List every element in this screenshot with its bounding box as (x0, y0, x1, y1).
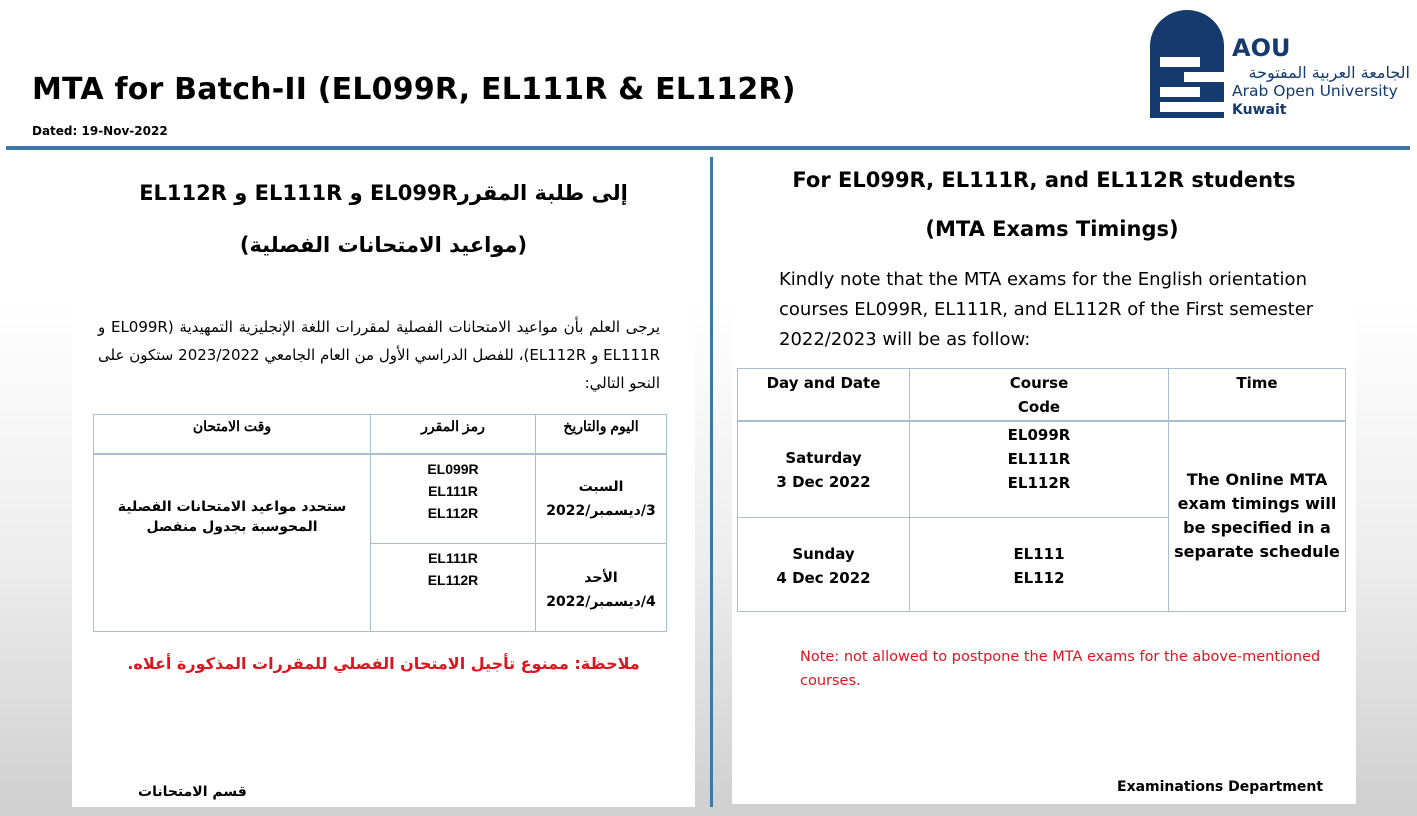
arabic-subheading: (مواعيد الامتحانات الفصلية) (239, 233, 528, 257)
table-cell-codes: EL111R EL112R (371, 543, 536, 631)
aou-logo-icon (1150, 10, 1224, 118)
table-cell-time: ستحدد مواعيد الامتحانات الفصلية المحوسبة بجدول منفصل (94, 454, 371, 631)
english-schedule-table (737, 368, 1346, 612)
table-cell-day: السبت 3/ديسمبر/2022 (536, 454, 667, 543)
header-divider (6, 146, 1410, 150)
page-title: MTA for Batch-II (EL099R, EL111R & EL112R) (32, 72, 796, 107)
english-heading: For EL099R, EL111R, and EL112R students (792, 168, 1296, 192)
table-cell-day: Saturday 3 Dec 2022 (738, 421, 910, 517)
table-cell-day: الأحد 4/ديسمبر/2022 (536, 543, 667, 631)
table-header-row (738, 369, 1346, 422)
table-header-cell: رمز المقرر (371, 415, 536, 455)
arabic-heading: إلى طلبة المقررEL099R و EL111R و EL112R (139, 181, 628, 205)
table-header-cell: وقت الامتحان (94, 415, 371, 455)
english-panel (732, 158, 1356, 804)
aou-logo (1150, 8, 1410, 120)
table-header-row (94, 415, 667, 455)
table-cell-day: Sunday 4 Dec 2022 (738, 517, 910, 611)
table-cell-codes: EL099R EL111R EL112R (910, 421, 1169, 517)
english-subheading: (MTA Exams Timings) (925, 217, 1179, 241)
english-note: Note: not allowed to postpone the MTA exams for the above-mentioned courses. (800, 649, 1321, 689)
table-cell-codes: EL111 EL112 (910, 517, 1169, 611)
logo-abbreviation: AOU (1232, 34, 1291, 62)
english-paragraph: Kindly note that the MTA exams for the English orientation courses EL099R, EL111R, and EL112R of the First semester 2022/2023 will be as follow: (779, 269, 1314, 350)
arabic-panel (72, 158, 695, 807)
column-divider (710, 157, 713, 807)
table-header-cell: اليوم والتاريخ (536, 415, 667, 455)
table-row (94, 454, 667, 543)
table-header-cell: Time (1169, 369, 1346, 422)
arabic-department: قسم الامتحانات (138, 784, 247, 800)
arabic-note: ملاحظة: ممنوع تأجيل الامتحان الفصلي للمقررات المذكورة أعلاه. (127, 654, 640, 673)
logo-english-name: Arab Open University (1232, 82, 1398, 100)
table-header-cell: Course Code (910, 369, 1169, 422)
logo-country: Kuwait (1232, 102, 1287, 118)
logo-arabic-name: الجامعة العربية المفتوحة (1248, 63, 1410, 82)
table-cell-codes: EL099R EL111R EL112R (371, 454, 536, 543)
arabic-schedule-table (93, 414, 667, 632)
table-row (738, 421, 1346, 517)
dated-label: Dated: 19-Nov-2022 (32, 124, 168, 138)
arabic-paragraph: يرجى العلم بأن مواعيد الامتحانات الفصلية لمقررات اللغة الإنجليزية التمهيدية (EL099R و EL111R و EL112R)، للفصل الدراسي الأول من العام الجامعي 2023/2022 ستكون على النحو التالي: (98, 318, 660, 392)
table-header-cell: Day and Date (738, 369, 910, 422)
table-cell-time: The Online MTA exam timings will be specified in a separate schedule (1169, 421, 1346, 611)
english-department: Examinations Department (1117, 779, 1324, 795)
